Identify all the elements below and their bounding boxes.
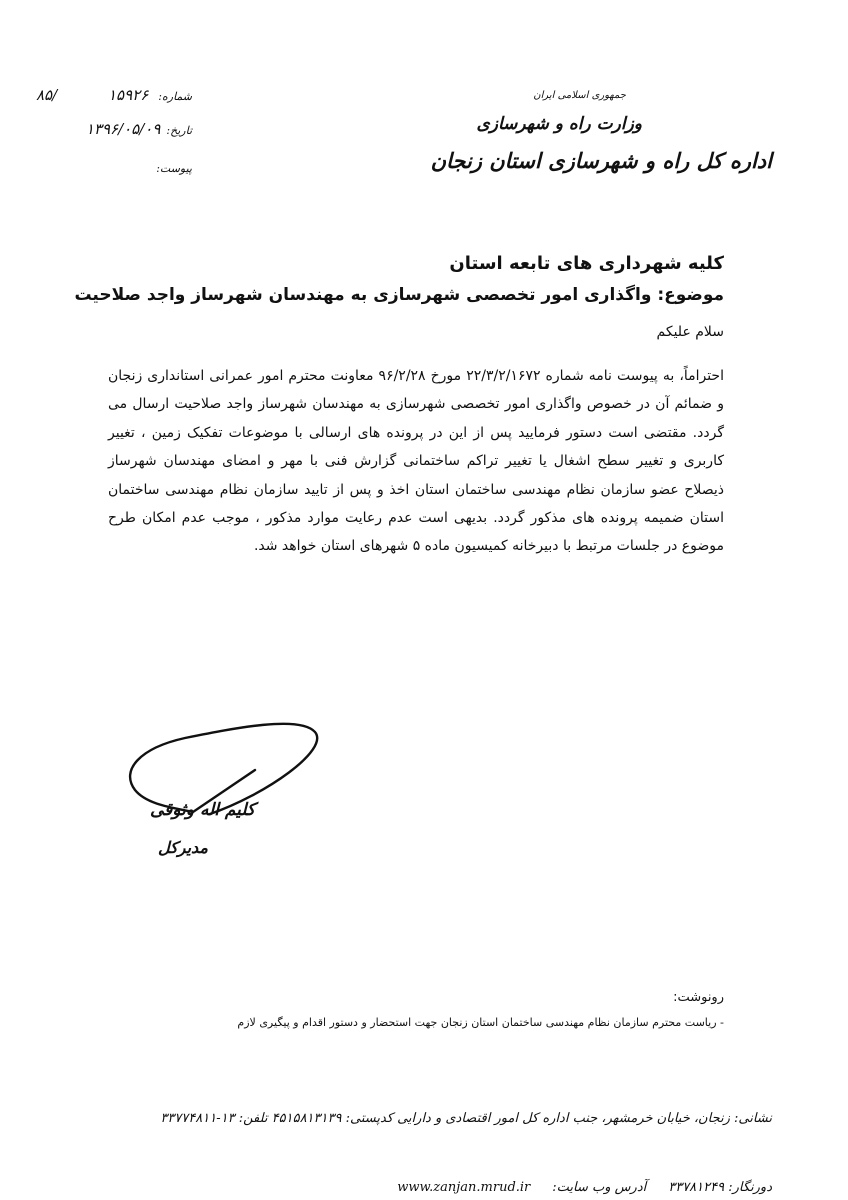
letter-number-value: ۱۵۹۲۶: [107, 86, 149, 104]
department-name: اداره کل راه و شهرسازی استان زنجان: [430, 148, 772, 173]
signer-title: مدیرکل: [158, 838, 208, 857]
corner-number: ۸۵/: [36, 86, 58, 104]
letter-date-row: [72, 120, 192, 138]
signer-name: کلیم اله وثوقی: [150, 800, 256, 820]
letter-number-row: [80, 86, 192, 104]
footer-contact: [397, 1180, 772, 1195]
ministry-name: وزارت راه و شهرسازی: [476, 114, 642, 134]
signature-icon: [115, 710, 335, 840]
recipient: کلیه شهرداری های تابعه استان: [449, 253, 724, 274]
letter-body: احتراماً، به پیوست نامه شماره ۲۲/۳/۲/۱۶۷۲ مورخ ۹۶/۲/۲۸ معاونت محترم امور عمرانی استانداری زنجان و ضمائم آن در خصوص واگذاری امور تخصصی شهرسازی به مهندسان شهرساز واجد صلاحیت ارسال می گردد. مقتضی است دستور فرمایید پس از این در پرونده های ارسالی با موضوعات تفکیک زمین ، تغییر کاربری و تغییر سطح اشغال یا تغییر تراکم ساختمانی گزارش فنی با مهر و امضای مهندسان شهرساز ذیصلاح عضو سازمان نظام مهندسی ساختمان استان اخذ و پس از تایید سازمان نظام مهندسی ساختمان استان ضمیمه پرونده های مذکور گردد. بدیهی است عدم رعایت موارد مذکور ، موجب عدم امکان طرح موضوع در جلسات مرتبط با دبیرخانه کمیسیون ماده ۵ شهرهای استان خواهد شد.: [108, 368, 724, 555]
greeting: سلام علیکم: [656, 324, 724, 340]
cc-item: - ریاست محترم سازمان نظام مهندسی ساختمان استان زنجان جهت استحضار و دستور اقدام و پیگیری لازم: [237, 1016, 724, 1029]
letter-date-label: تاریخ:: [166, 124, 192, 137]
footer-address: نشانی: زنجان، خیابان خرمشهر، جنب اداره کل امور اقتصادی و دارایی کدپستی: ۴۵۱۵۸۱۳۱۳۹ تلفن: ۱۳-۳۳۷۷۴۸۱۱: [160, 1111, 772, 1126]
subject-line: موضوع: واگذاری امور تخصصی شهرسازی به مهندسان شهرساز واجد صلاحیت: [74, 285, 724, 305]
footer-fax: دورنگار: ۳۳۷۸۱۲۴۹: [668, 1180, 772, 1195]
footer-website: www.zanjan.mrud.ir: [397, 1180, 531, 1195]
letter-date-value: ۱۳۹۶/۰۵/۰۹: [85, 120, 161, 138]
letter-number-label: شماره:: [158, 90, 192, 103]
org-name-small: جمهوری اسلامی ایران: [533, 90, 626, 101]
attachment-label: پیوست:: [156, 162, 192, 175]
footer-website-label: آدرس وب سایت:: [552, 1180, 647, 1195]
cc-label: رونوشت:: [673, 990, 724, 1005]
